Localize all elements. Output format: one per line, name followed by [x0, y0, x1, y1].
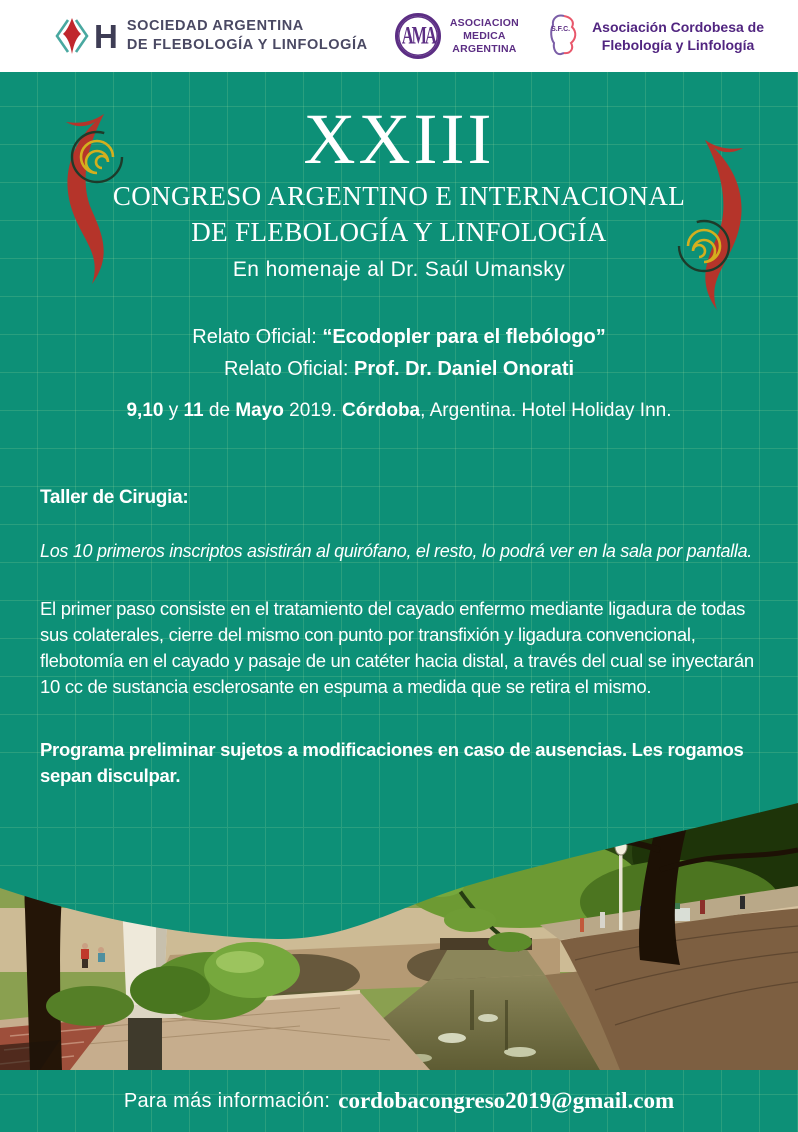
date-sep2: de: [203, 400, 236, 421]
h-monogram: H: [94, 17, 118, 55]
cordobesa-line2: Flebología y Linfología: [601, 37, 755, 53]
relato1-label: Relato Oficial:: [192, 326, 323, 348]
cordobesa-line1: Asociación Cordobesa de: [592, 19, 764, 35]
date-month: Mayo: [235, 400, 284, 421]
relato2-label: Relato Oficial:: [223, 358, 354, 380]
workshop-title: Taller de Cirugia:: [40, 487, 189, 508]
logo-sociedad-argentina: [52, 16, 368, 56]
footer-bar: [0, 1070, 798, 1132]
sociedad-name: [127, 17, 368, 55]
relato1-value: “Ecodopler para el flebólogo”: [322, 326, 606, 348]
relato-oficial-topic: [0, 326, 798, 349]
congress-numeral: XXIII: [303, 99, 495, 179]
homage-line: En homenaje al Dr. Saúl Umansky: [232, 258, 566, 281]
sociedad-line1: SOCIEDAD ARGENTINA: [126, 18, 304, 34]
sfc-badge-text: S.F.C.: [551, 26, 571, 33]
ama-line1: ASOCIACION: [449, 16, 519, 29]
date-days: 9,10: [126, 400, 164, 421]
congress-title-line2: DE FLEBOLOGÍA Y LINFOLOGÍA: [191, 217, 607, 247]
date-venue: , Argentina. Hotel Holiday Inn.: [420, 400, 672, 421]
cordobesa-name: [592, 18, 764, 54]
relato-oficial-speaker: [0, 358, 798, 381]
header-logos: [0, 0, 798, 72]
logo-ama: [395, 13, 519, 59]
ama-letters: AMA: [401, 21, 435, 50]
workshop-description: El primer paso consiste en el tratamiento del cayado enfermo mediante ligadura de todas sus colaterales, cierre del mismo con punto por transfixión y ligadura convencional, flebotomía en el cayado y pasaje de un catéter hacia distal, a través del cual se inyectarán 10 cc de sustancia esclerosante en espuma a medida que se retira el mismo.: [40, 598, 754, 697]
logo-cordobesa: [546, 12, 764, 60]
congress-title-line1: CONGRESO ARGENTINO E INTERNACIONAL: [112, 181, 686, 211]
date-sep1: y: [163, 400, 184, 421]
contact-email[interactable]: cordobacongreso2019@gmail.com: [338, 1088, 675, 1113]
date-city: Córdoba: [342, 400, 421, 421]
date-year: 2019.: [283, 400, 343, 421]
cordoba-map-icon: [546, 12, 584, 60]
ama-line2: MEDICA: [463, 29, 506, 42]
teal-wave-shape: [0, 790, 798, 960]
contact-label: Para más información:: [123, 1089, 331, 1112]
date-day3: 11: [183, 400, 204, 421]
ama-monogram-icon: [395, 13, 441, 59]
workshop-note: Los 10 primeros inscriptos asistirán al quirófano, el resto, lo podrá ver en la sala por pantalla.: [40, 541, 752, 561]
program-disclaimer: Programa preliminar sujetos a modificaciones en caso de ausencias. Les rogamos sepan disculpar.: [40, 739, 744, 786]
ama-line3: ARGENTINA: [452, 42, 517, 55]
sociedad-line2: DE FLEBOLOGÍA Y LINFOLOGÍA: [126, 37, 368, 53]
event-date-location: [0, 400, 798, 422]
vein-diamond-icon: [52, 16, 92, 56]
ama-name: [450, 17, 519, 56]
relato2-value: Prof. Dr. Daniel Onorati: [354, 358, 575, 380]
